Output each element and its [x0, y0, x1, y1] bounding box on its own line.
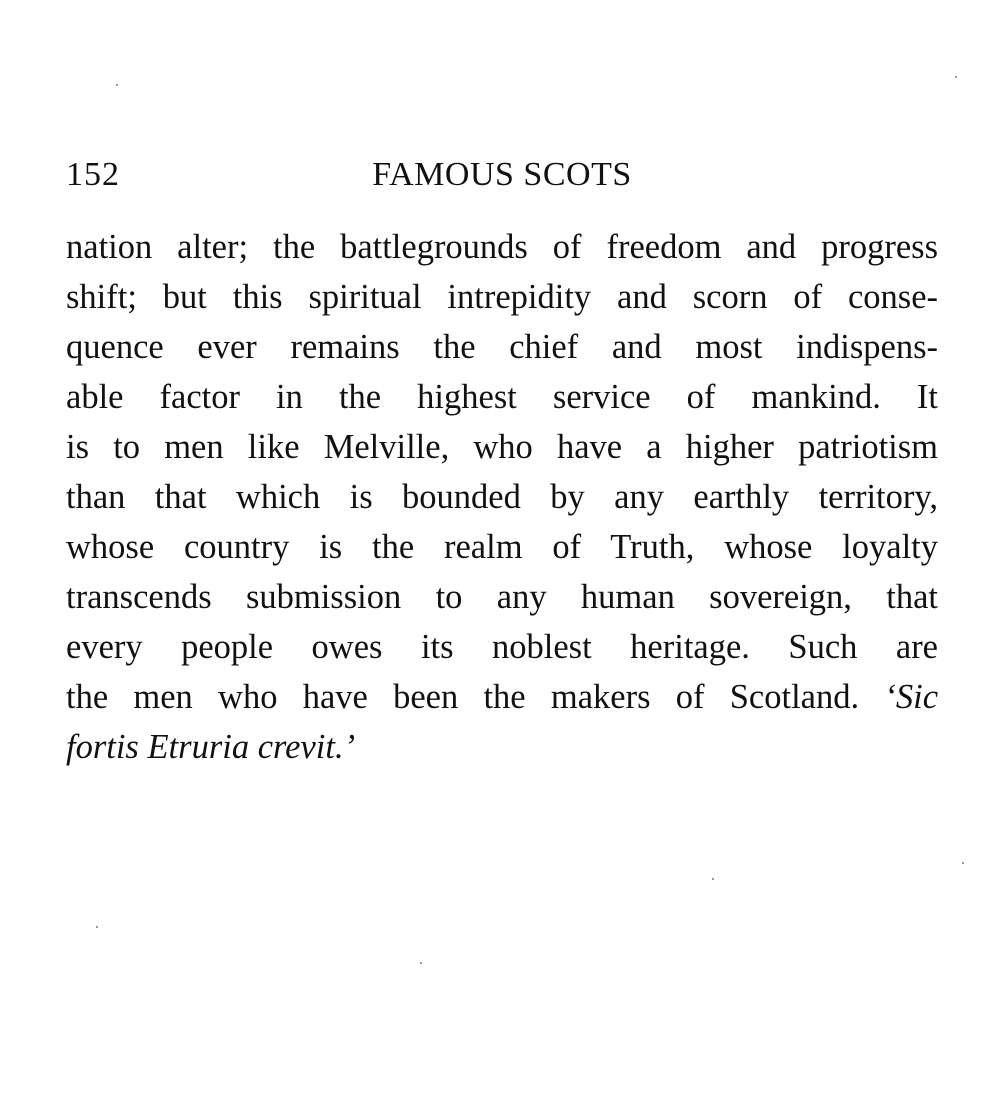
running-head [66, 150, 938, 200]
scan-speck [96, 926, 98, 928]
text-line: transcends submission to any human sovereign, that [66, 578, 938, 616]
text-line: nation alter; the battlegrounds of freedom and progress [66, 228, 938, 266]
text-line [66, 722, 938, 772]
text-line: shift; but this spiritual intrepidity and scorn of conse- [66, 278, 938, 316]
body-text [66, 222, 938, 772]
scan-speck [116, 84, 118, 86]
running-title: FAMOUS SCOTS [372, 156, 632, 193]
latin-quote-end: fortis Etruria crevit.’ [66, 728, 356, 766]
scan-speck [962, 862, 964, 864]
scan-speck [712, 878, 714, 880]
text-line: quence ever remains the chief and most indispens- [66, 328, 938, 366]
text-line: whose country is the realm of Truth, whose loyalty [66, 528, 938, 566]
page-number: 152 [66, 156, 120, 193]
text-line: than that which is bounded by any earthly territory, [66, 478, 938, 516]
text-line [66, 672, 938, 722]
text-line: is to men like Melville, who have a higher patriotism [66, 428, 938, 466]
scan-speck [955, 76, 957, 78]
scan-speck [420, 962, 422, 964]
latin-quote-start: ‘Sic [884, 678, 939, 716]
text-line: able factor in the highest service of mankind. It [66, 378, 938, 416]
text-line-roman: the men who have been the makers of Scotland. [66, 678, 860, 716]
text-line: every people owes its noblest heritage. Such are [66, 628, 938, 666]
